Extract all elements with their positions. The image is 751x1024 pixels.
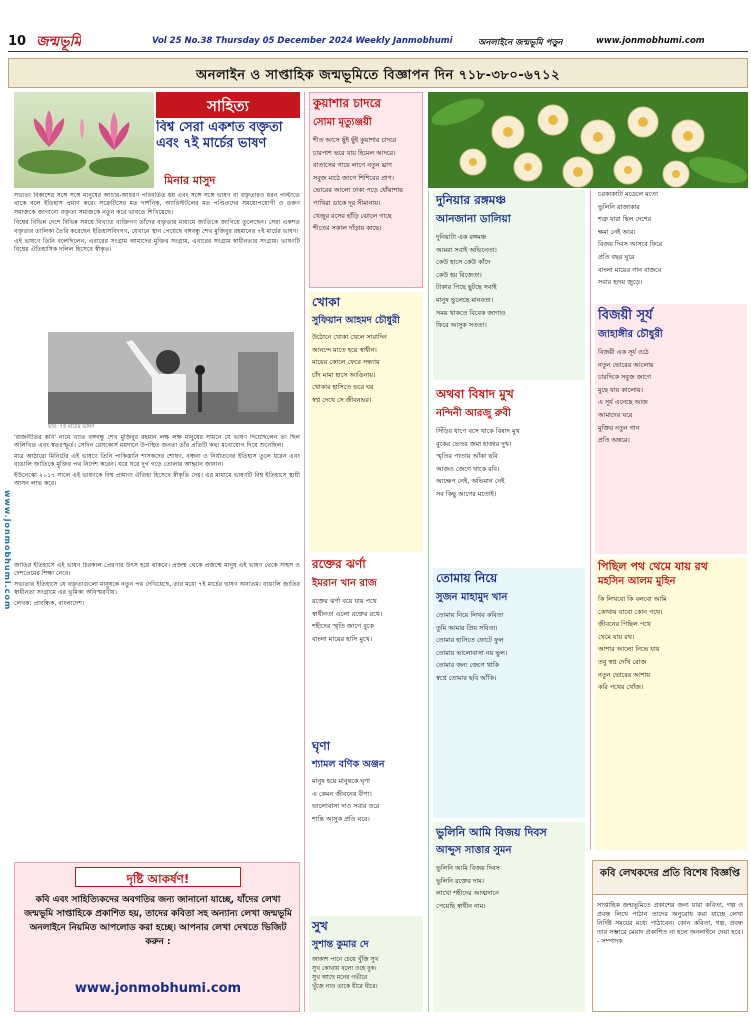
notice-title-bar (75, 867, 241, 887)
ad-banner (8, 58, 748, 88)
notice-box (14, 862, 300, 1012)
speech-photo (48, 332, 294, 424)
article-body-2: 'রাজনীতির কবি' নামে খ্যাত বঙ্গবন্ধু শেখ মুজিবুর রহমান লক্ষ লক্ষ মানুষের সামনে যে ভাষণ দিয়েছিলেন তা ছিল অলিখিত এবং স্বতঃস্ফূর্ত। সেদিন রেসকোর্স ময়দানে উপস্থিত জনতা তাঁর প্রতিটি কথা মনোযোগ দিয়ে শুনেছিল। মাত্র আঠারো মিনিটের এই ভাষণে তিনি পাকিস্তানি শাসকদের শোষণ, বঞ্চনা ও নির্যাতনের ইতিহাস তুলে ধরেন এবং বাঙালি জাতিকে মুক্তির পথ নির্দেশ করেন। ঘরে ঘরে দুর্গ গড়ে তোলার আহ্বান জানান। ইউনেস্কো ২০১৭ সালে এই ভাষণকে বিশ্ব প্রামাণ্য ঐতিহ্য হিসেবে স্বীকৃতি দেয়। এর মাধ্যমে ভাষণটি বিশ্ব ইতিহাসে স্থায়ী আসন লাভ করে। (14, 434, 300, 488)
section-label: সাহিত্য (156, 92, 300, 118)
poem-bijoyi-surjo: বিজয়ী সূর্য জাহাঙ্গীর চৌধুরী বিজয়ী এক সূর্য ওঠে নতুন ভোরের আলোয় চারদিকে সবুজ জাগে মুছে যায় কালোয়। এ সূর্য এনেছে আজ আমাদের ঘরে মুক্তির নতুন গান প্রতি অন্তরে। (595, 304, 747, 554)
poem-column-3 (428, 190, 586, 1012)
article-author: মিনার মাসুদ (164, 174, 216, 187)
flower-illustration (428, 92, 748, 188)
lotus-illustration (14, 92, 154, 188)
poem-column-4 (590, 190, 748, 850)
poem-duniyar-rongomonch: দুনিয়ার রঙ্গমঞ্চ আনজানা ডালিয়া দুনিয়াটা এক রঙ্গমঞ্চ আমরা সবাই অভিনেতা। কেউ হাসে কেউ কাঁদে কেউ হয় বিজেতা। টাকার পিছে ছুটছে সবাই মানুষ ভুলেছে মানবতা। সময় থাকতে বিবেক জাগাও ফিরে আসুক সততা। (433, 190, 585, 380)
speech-photo-illustration (48, 332, 294, 424)
poem-rokter-jhorna: রক্তের ঝর্ণা ইমরান খান রাজ রক্তের ঝর্ণা বয়ে যায় পথে স্বাধীনতা এলো রক্তের রথে। শহীদের স্মৃতি জাগে বুকে বাংলা মায়ের হাসি মুখে। (312, 557, 383, 643)
issue-info: Vol 25 No.38 Thursday 05 December 2024 Weekly Janmobhumi (152, 36, 453, 46)
notice-title: দৃষ্টি আকর্ষণ! (126, 872, 190, 886)
poem-continuation: চরকাকাটা মডেলে মতো ভুলিনি রাজাকার শত্রু যারা ছিল দেশের ক্ষমা নেই আর। বিজয় দিবস আসবে ফিরে প্রতি বছর ঘুরে বাংলা মায়ের গান বাজবে সবার হৃদয় জুড়ে। (598, 190, 663, 287)
poem-othoba-bishad-mukh: অথবা বিষাদ মুখ নন্দিনী আরজু রুবী সিঁড়ির ধাপে বসে থাকে বিষাদ মুখ বুকের ভেতর জমা হাজার দুখ। স্মৃতির পাতায় আঁকা ছবি আজও জেগে থাকে রবি। আক্ষেপ নেই, অভিমান নেই সব কিছু আগের মতোই। (436, 387, 520, 498)
poem-tomay-niye: তোমায় নিয়ে সুজন মাহামুদ খান তোমায় নিয়ে লিখব কবিতা তুমি আমার প্রিয় সবিতা। তোমার হাসিতে ফোটে ফুল তোমায় ভালোবাসা নয় ভুল। তোমার জন্য জেগে থাকি স্বপ্নে তোমার ছবি আঁকি। (433, 568, 585, 818)
photo-caption: ছবি: ৭ই মার্চের ভাষণ (48, 424, 95, 430)
online-label: অনলাইনে জন্মভূমি পড়ুন (478, 38, 563, 48)
announcement-body: সাপ্তাহিক জন্মভূমিতে প্রকাশের জন্য যারা কবিতা, গল্প ও প্রবন্ধ লিখে পাঠান তাদের অনুরোধ করা যাচ্ছে লেখা নির্দিষ্ট সময়ের মধ্যে পাঠাবেন। কোন কবিতা, গল্প, প্রবন্ধ তার সম্ভারে মেয়াদ প্রকাশিত না হলে অনলাইনে দেয়া হবে। - সম্পাদক (597, 901, 743, 945)
poem-column-2 (304, 92, 424, 1012)
page-header (8, 30, 748, 52)
poem-sukh: সুখ সুশান্ত কুমার দে আকাশ পানে চেয়ে খুঁজি সুখ সুখ কোথায় বলো ওহে বুক। সুখ আছে মনের গভীরে খুঁজে নাও তাকে ধীরে ধীরে। (309, 916, 423, 1012)
poem-kuashar-chadore: কুয়াশার চাদরে সোমা মৃত্যুঞ্জয়ী শীত আসে ছুঁই ছুঁই কুয়াশার চাদরে চারপাশ ভরে যায় হিমেল আদরে। বাতাসের গায়ে লাগে নতুন ঘ্রাণ সবুজ মাঠে জাগে শিশিরের প্রাণ। ভোরের আলো ঢাকা পড়ে ধোঁয়াশায় পাখিরা ডাকে দূর সীমানায়। খেজুর রসের হাঁড়ি ঝোলে গাছে শীতের সকাল দাঁড়ায় কাছে। (309, 92, 423, 288)
announcement-box (592, 860, 748, 1012)
article-body-1: সভ্যতা বিকাশের সঙ্গে সঙ্গে মানুষের আচার-আচরণ পরিবর্তিত হয় এবং সঙ্গে সঙ্গে ভাষণ বা বক্তৃতারও ধরন পাল্টাতে থাকে বলে ইতিহাস প্রমাণ করে। সক্রেটিসের মত দার্শনিক, অ্যারিস্টটলের মত পণ্ডিতদের সময়োপযোগী ও তরুণ সমাজকে জাগানো বক্তৃতা সমাজকে নতুন করে ভাবতে শিখিয়েছে। বিশ্বের বিভিন্ন দেশে বিভিন্ন সময়ে বিখ্যাত ব্যক্তিগণ তাঁদের বক্তৃতার মাধ্যমে জাতিকে জাগিয়ে তুলেছেন। সেরা একশত বক্তৃতার তালিকা তৈরি করেছেন ইতিহাসবিদগণ, যেখানে স্থান পেয়েছে বঙ্গবন্ধু শেখ মুজিবুর রহমানের ৭ই মার্চের ভাষণ। এই ভাষণে তিনি বলেছিলেন, এবারের সংগ্রাম আমাদের মুক্তির সংগ্রাম, এবারের সংগ্রাম স্বাধীনতার সংগ্রাম। ভাষণটি বিশ্বের ঐতিহাসিক দলিল হিসেবে স্বীকৃত। (14, 192, 300, 254)
lotus-image (14, 92, 154, 188)
page-number: 10 (8, 34, 27, 49)
poem-ghrina: ঘৃণা শ্যামল বণিক অঞ্জন মানুষ হয়ে মানুষকে ঘৃণা এ কেমন জীবনের বীণা। ভালোবাসা দাও সবার তরে শান্তি আসুক প্রতি ঘরে। (312, 739, 385, 823)
announcement-title-bar (593, 861, 747, 895)
notice-url[interactable]: www.jonmobhumi.com (74, 981, 242, 996)
poem-pichhil-poth: পিছিল পথ থেমে যায় রথ মহসিন আলম মুহিন কি লিখবো কি বলবো আমি কোথায় যাবো কোন পথে। জীবনের পিছিল পথে থেমে যায় রথ। আশার আলো নিভে যায় তবু স্বপ্ন দেখি রোজ নতুন ভোরের আশায় করি পথের খোঁজ। (595, 558, 747, 850)
ad-banner-text: অনলাইন ও সাপ্তাহিক জন্মভূমিতে বিজ্ঞাপন দিন ৭১৮-৩৮০-৬৭১২ (195, 68, 561, 83)
article-title: বিশ্ব সেরা একশত বক্তৃতা এবং ৭ই মার্চের ভাষণ (156, 120, 283, 151)
announcement-title: কবি লেখকদের প্রতি বিশেষ বিজ্ঞপ্তি (600, 868, 740, 879)
website[interactable]: www.jonmobhumi.com (596, 36, 705, 46)
side-url[interactable]: www.jonmobhumi.com (3, 490, 12, 611)
main-article (14, 92, 300, 562)
article-body-3: জাতির ইতিহাসে এই ভাষণ চিরকাল প্রেরণার উৎস হয়ে থাকবে। প্রজন্ম থেকে প্রজন্মে মানুষ এই ভাষণ থেকে সাহস ও দেশপ্রেমের শিক্ষা নেবে। সভ্যতার ইতিহাসে যে বক্তৃতাগুলো মানুষকে নতুন পথ দেখিয়েছে, তার মধ্যে ৭ই মার্চের ভাষণ অন্যতম। বাঙালি জাতির স্বাধীনতা সংগ্রামে এর ভূমিকা অবিস্মরণীয়। লেখক: প্রাবন্ধিক, বাংলাদেশ। (14, 562, 300, 607)
notice-body: কবি এবং সাহিত্যিকদের অবগতির জন্য জানানো যাচ্ছে, যাঁদের লেখা জন্মভূমি সাপ্তাহিকে প্রকাশিত হয়, তাদের কবিতা সহ অন্যান্য লেখা জন্মভূমি অনলাইনে নিয়মিত আপলোড করা হচ্ছে। আপনার লেখা দেখতে ভিজিট করুন : (24, 895, 292, 947)
poem-khoka: খোকা সুফিয়ান আহমদ চৌধুরী উঠোনে খোকা খেলে সারাদিন আনন্দে মাতে হয়ে স্বাধীন। মায়ের কোলে ফেরে সন্ধ্যায় চাঁদ মামা হাসে আঙিনায়। খোকার হাসিতে ভরে ঘর স্বপ্ন দেখে সে জীবনভর। (309, 292, 423, 552)
logo: জন্মভূমি (36, 34, 82, 50)
poem-bhulini-bijoy-dibos: ভুলিনি আমি বিজয় দিবস আব্দুস সাত্তার সুমন ভুলিনি আমি বিজয় দিবস ভুলিনি রক্তের দাম। লাখো শহীদের আত্মদানে পেয়েছি স্বাধীন নাম। (433, 822, 585, 1012)
flower-image (428, 92, 748, 188)
